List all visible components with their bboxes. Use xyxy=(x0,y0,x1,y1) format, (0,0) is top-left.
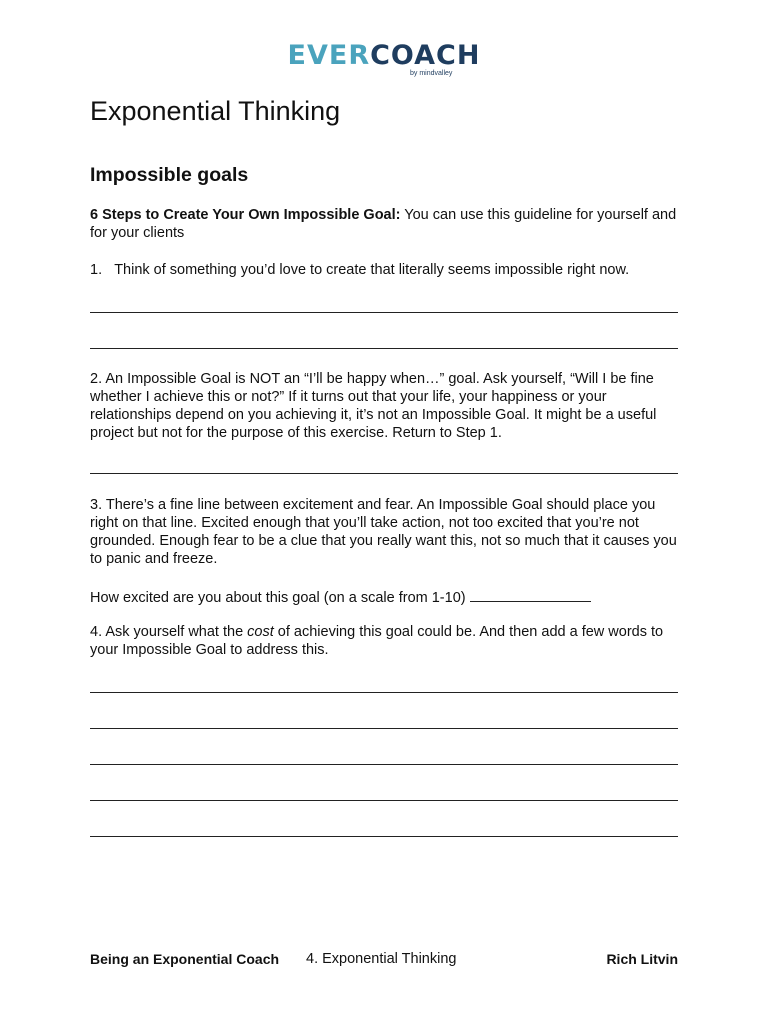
page-title: Exponential Thinking xyxy=(90,96,341,126)
scale-question: How excited are you about this goal (on a scale from 1-10) xyxy=(90,590,466,606)
step-3: 3. There’s a fine line between excitement and fear. An Impossible Goal should place you right on that line. Excited enough that you’ll take action, not too excited that you’re not grounded. Enough fear to be a clue that you really want this, not so much that it causes you to panic and freeze. xyxy=(90,497,677,567)
evercoach-logo xyxy=(0,40,768,77)
section-title: Impossible goals xyxy=(90,164,249,186)
step-1 xyxy=(90,261,680,279)
answer-line[interactable] xyxy=(90,728,678,729)
logo-subtext: by mindvalley xyxy=(410,70,453,77)
logo-ever: EVER xyxy=(287,40,371,71)
step-2: 2. An Impossible Goal is NOT an “I’ll be happy when…” goal. Ask yourself, “Will I be fine whether I achieve this or not?” If it turns out that your life, your happiness or your relationships depend on you achieving it, it’s not an Impossible Goal. It might be a useful project but not for the purpose of this exercise. Return to Step 1. xyxy=(90,371,657,441)
answer-line[interactable] xyxy=(90,692,678,693)
scale-answer-blank[interactable] xyxy=(470,587,591,602)
answer-line[interactable] xyxy=(90,473,678,474)
intro-bold: 6 Steps to Create Your Own Impossible Goal: xyxy=(90,207,401,223)
answer-line[interactable] xyxy=(90,764,678,765)
answer-line[interactable] xyxy=(90,312,678,313)
step-4 xyxy=(90,623,680,659)
answer-line[interactable] xyxy=(90,800,678,801)
step-4-italic: cost xyxy=(247,624,274,640)
answer-line[interactable] xyxy=(90,836,678,837)
logo-wordmark xyxy=(288,41,481,71)
footer-chapter: 4. Exponential Thinking xyxy=(306,951,457,967)
answer-line[interactable] xyxy=(90,348,678,349)
scale-question-line xyxy=(90,587,680,607)
logo-coach: COACH xyxy=(370,40,481,71)
step-4-after: of achieving this goal could be. And then add a few words to your Impossible Goal to address this. xyxy=(90,624,664,658)
intro-text: You can use this guideline for yourself and for your clients xyxy=(90,207,677,241)
step-4-before: 4. Ask yourself what the xyxy=(90,624,248,640)
footer-author: Rich Litvin xyxy=(606,951,678,967)
step-1-number: 1. xyxy=(90,262,103,278)
step-1-text: Think of something you’d love to create that literally seems impossible right now. xyxy=(114,262,630,278)
intro-paragraph xyxy=(90,206,680,242)
footer-course-title: Being an Exponential Coach xyxy=(90,951,280,967)
